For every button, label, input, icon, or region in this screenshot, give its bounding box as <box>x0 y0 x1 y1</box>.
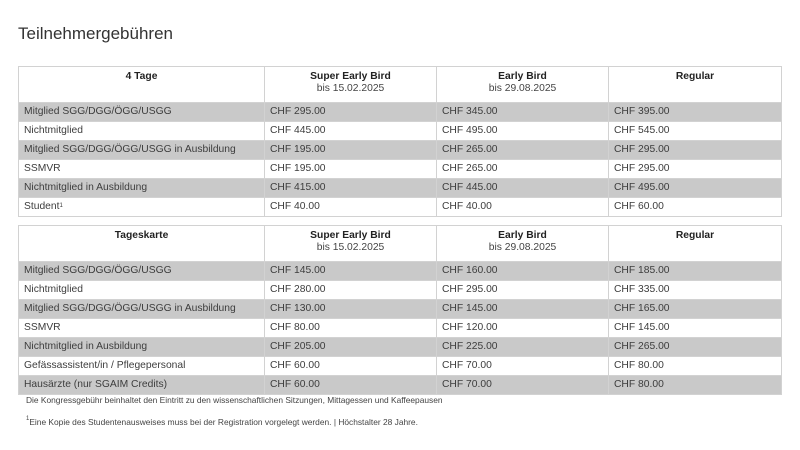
fee-table-4-days <box>18 66 782 217</box>
price-cell: CHF 145.00 <box>609 319 782 338</box>
table-row <box>19 179 782 198</box>
price-cell: CHF 70.00 <box>437 376 609 395</box>
price-cell: CHF 445.00 <box>265 122 437 141</box>
category-cell <box>19 319 265 338</box>
header-label: Super Early Bird <box>310 71 391 82</box>
price-cell: CHF 145.00 <box>437 300 609 319</box>
header-cell <box>265 226 437 262</box>
price-cell: CHF 445.00 <box>437 179 609 198</box>
category-cell <box>19 141 265 160</box>
table-body <box>19 262 782 395</box>
table-row <box>19 160 782 179</box>
category-label: SSMVR <box>24 322 61 333</box>
header-cell <box>609 67 782 103</box>
price-cell: CHF 60.00 <box>265 376 437 395</box>
footnote-included: Die Kongressgebühr beinhaltet den Eintritt zu den wissenschaftlichen Sitzungen, Mittagessen und Kaffeepausen <box>26 395 443 405</box>
price-cell: CHF 195.00 <box>265 141 437 160</box>
price-cell: CHF 225.00 <box>437 338 609 357</box>
category-label: Mitglied SGG/DGG/ÖGG/USGG <box>24 106 172 117</box>
price-cell: CHF 265.00 <box>609 338 782 357</box>
table-row <box>19 122 782 141</box>
footnote-student <box>26 417 418 427</box>
category-cell <box>19 103 265 122</box>
price-cell: CHF 495.00 <box>437 122 609 141</box>
table-row <box>19 357 782 376</box>
header-cell <box>19 67 265 103</box>
category-cell <box>19 262 265 281</box>
price-cell: CHF 345.00 <box>437 103 609 122</box>
category-cell <box>19 160 265 179</box>
category-cell <box>19 281 265 300</box>
price-cell: CHF 295.00 <box>609 160 782 179</box>
table-header-row <box>19 226 782 262</box>
price-cell: CHF 165.00 <box>609 300 782 319</box>
price-cell: CHF 145.00 <box>265 262 437 281</box>
header-label: Regular <box>675 71 715 82</box>
category-label: Nichtmitglied <box>24 125 83 136</box>
category-cell <box>19 300 265 319</box>
footnote-text: Eine Kopie des Studentenausweises muss bei der Registration vorgelegt werden. | Höchstalter 28 Jahre. <box>29 417 418 427</box>
category-cell <box>19 198 265 217</box>
price-cell: CHF 265.00 <box>437 160 609 179</box>
price-cell: CHF 195.00 <box>265 160 437 179</box>
price-cell: CHF 185.00 <box>609 262 782 281</box>
price-cell: CHF 70.00 <box>437 357 609 376</box>
header-cell <box>437 67 609 103</box>
category-label: Mitglied SGG/DGG/ÖGG/USGG <box>24 265 172 276</box>
header-label: Tageskarte <box>114 230 169 241</box>
category-label: Nichtmitglied in Ausbildung <box>24 341 148 352</box>
category-cell <box>19 357 265 376</box>
price-cell: CHF 495.00 <box>609 179 782 198</box>
price-cell: CHF 80.00 <box>609 357 782 376</box>
header-cell <box>437 226 609 262</box>
table-row <box>19 198 782 217</box>
category-cell <box>19 338 265 357</box>
category-label: Gefässassistent/in / Pflegepersonal <box>24 360 186 371</box>
category-cell <box>19 376 265 395</box>
price-cell: CHF 295.00 <box>265 103 437 122</box>
header-deadline: bis 15.02.2025 <box>316 83 385 94</box>
table-row <box>19 338 782 357</box>
price-cell: CHF 335.00 <box>609 281 782 300</box>
page-title: Teilnehmergebühren <box>18 24 173 43</box>
price-cell: CHF 395.00 <box>609 103 782 122</box>
header-cell <box>19 226 265 262</box>
footnote-marker: 1 <box>59 203 63 209</box>
price-cell: CHF 415.00 <box>265 179 437 198</box>
table-row <box>19 376 782 395</box>
category-label: Mitglied SGG/DGG/ÖGG/USGG in Ausbildung <box>24 144 236 155</box>
table-row <box>19 262 782 281</box>
table-row <box>19 281 782 300</box>
category-label: SSMVR <box>24 163 61 174</box>
header-label: Regular <box>675 230 715 241</box>
footnote-marker: 1 <box>26 416 30 422</box>
price-cell: CHF 295.00 <box>437 281 609 300</box>
price-cell: CHF 60.00 <box>265 357 437 376</box>
header-deadline: bis 29.08.2025 <box>488 83 557 94</box>
header-label: Early Bird <box>498 71 547 82</box>
price-cell: CHF 80.00 <box>265 319 437 338</box>
price-cell: CHF 80.00 <box>609 376 782 395</box>
header-label: 4 Tage <box>125 71 158 82</box>
header-label: Early Bird <box>498 230 547 241</box>
price-cell: CHF 40.00 <box>265 198 437 217</box>
price-cell: CHF 205.00 <box>265 338 437 357</box>
price-cell: CHF 295.00 <box>609 141 782 160</box>
table-row <box>19 300 782 319</box>
price-cell: CHF 160.00 <box>437 262 609 281</box>
fee-table-day-ticket <box>18 225 782 395</box>
category-label: Nichtmitglied <box>24 284 83 295</box>
category-cell <box>19 179 265 198</box>
table-row <box>19 103 782 122</box>
category-label: Nichtmitglied in Ausbildung <box>24 182 148 193</box>
header-deadline: bis 29.08.2025 <box>488 242 557 253</box>
table-row <box>19 319 782 338</box>
price-cell: CHF 265.00 <box>437 141 609 160</box>
table-row <box>19 141 782 160</box>
category-cell <box>19 122 265 141</box>
price-cell: CHF 130.00 <box>265 300 437 319</box>
table-header-row <box>19 67 782 103</box>
category-label: Student <box>24 201 60 212</box>
price-cell: CHF 545.00 <box>609 122 782 141</box>
header-deadline: bis 15.02.2025 <box>316 242 385 253</box>
header-cell <box>265 67 437 103</box>
header-cell <box>609 226 782 262</box>
category-label: Mitglied SGG/DGG/ÖGG/USGG in Ausbildung <box>24 303 236 314</box>
price-cell: CHF 40.00 <box>437 198 609 217</box>
price-cell: CHF 60.00 <box>609 198 782 217</box>
category-label: Hausärzte (nur SGAIM Credits) <box>24 379 168 390</box>
table-body <box>19 103 782 217</box>
header-label: Super Early Bird <box>310 230 391 241</box>
price-cell: CHF 280.00 <box>265 281 437 300</box>
price-cell: CHF 120.00 <box>437 319 609 338</box>
